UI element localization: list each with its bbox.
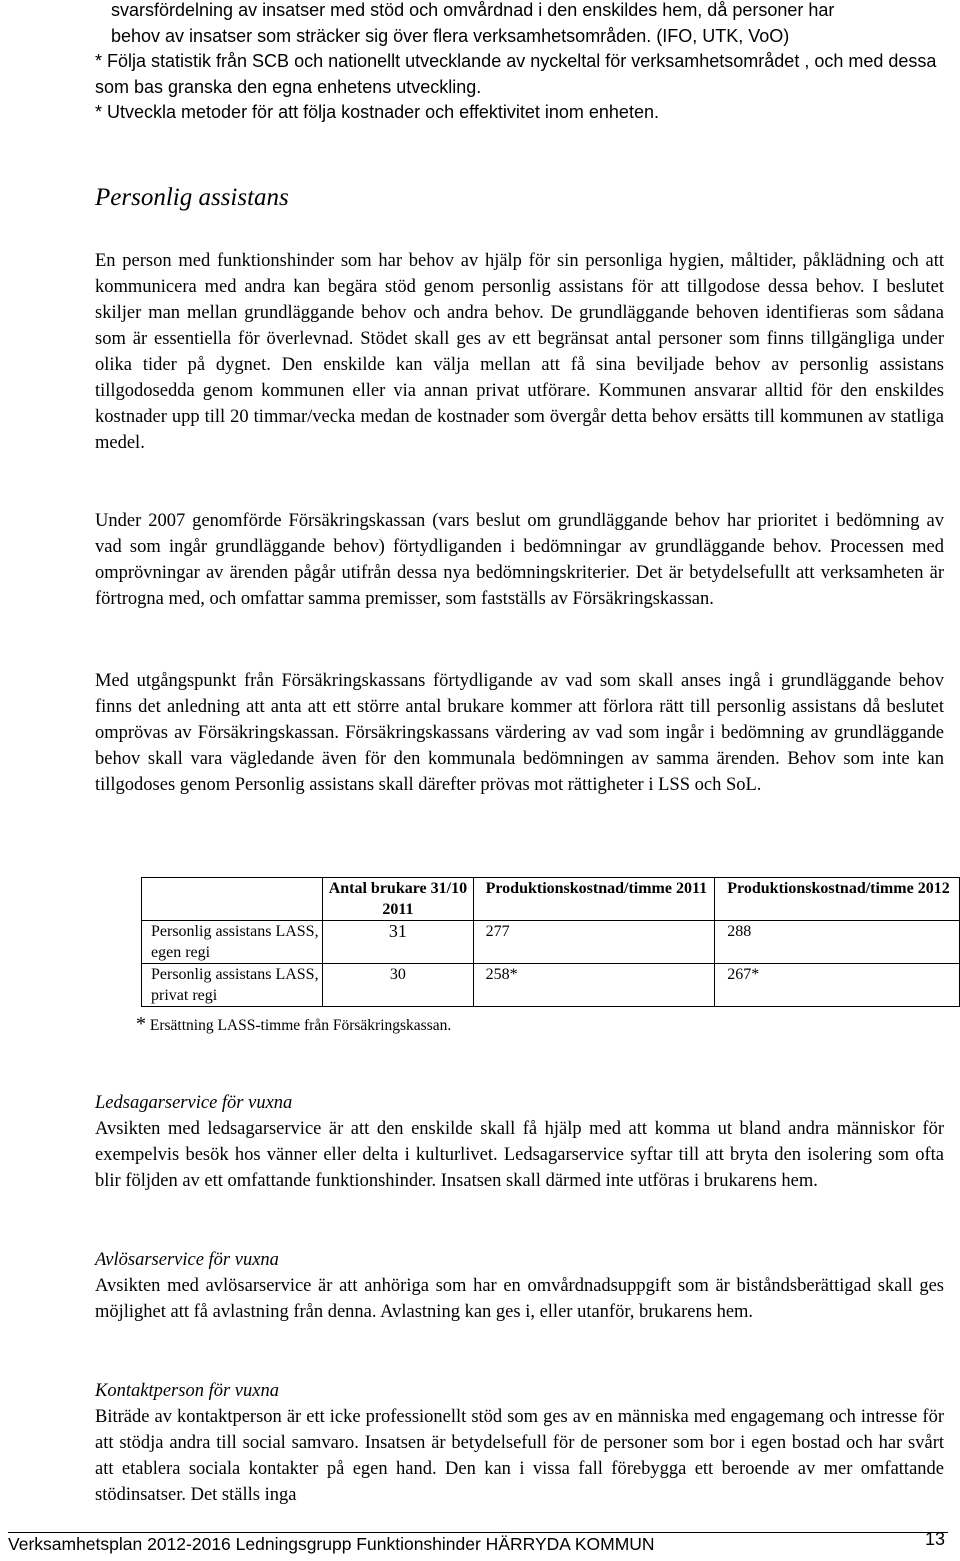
intro-bullet: * Följa statistik från SCB och nationellt utvecklande av nyckeltal för verksamhetsområdet , och med dessa som bas granska den egna enhetens utveckling. [95,51,937,97]
table-cell-cost-2011: 258* [473,964,715,1007]
table-row [142,964,960,1007]
paragraph-personlig-assistans: En person med funktionshinder som har behov av hjälp för sin personliga hygien, måltider, påklädning och att kommunicera med andra kan begära stöd genom personlig assistans för att tillgodose dessa behov. I beslutet skiljer man mellan grundläggande behov och andra behov. De grundläggande behoven identifieras som sådana som är essentiella för överlevnad. Stödet skall ges av ett begränsat antal personer som finns tillgängliga under olika tider på dygnet. Den enskilde kan välja mellan att få sina beviljade behov av personlig assistans tillgodosedda genom kommunen eller via annan privat utförare. Kommunen ansvarar alltid för den enskildes kostnader upp till 20 timmar/vecka medan de kostnader som övergår detta behov ersätts till kommunen av statliga medel. [95,251,944,453]
table-cell-cost-2012: 267* [715,964,960,1007]
paragraph-utgangspunkt: Med utgångspunkt från Försäkringskassans förtydligande av vad som skall anses ingå i grundläggande behov finns det anledning att anta att ett större antal brukare kommer att förlora rätt till personlig assistans då beslutet omprövas av Försäkringskassan. Försäkringskassans värdering av vad som ingår i bedömning av grundläggande behov skall vara vägledande även för den kommunala bedömningen av samma ärenden. Behov som inte kan tillgodoses genom Personlig assistans skall därefter prövas mot rättigheter i LSS och SoL. [95,671,944,795]
table-row [142,921,960,964]
subsection-title-ledsagarservice: Ledsagarservice för vuxna [95,1093,293,1113]
table-cell-cost-2012: 288 [715,921,960,964]
subsection-title-kontaktperson: Kontaktperson för vuxna [95,1381,279,1401]
intro-bullet: * Utveckla metoder för att följa kostnader och effektivitet inom enheten. [95,102,659,123]
table-cell-label: Personlig assistans LASS, egen regi [142,921,323,964]
table-header-antal: Antal brukare 31/10 2011 [323,878,473,921]
subsection-text-kontaktperson: Biträde av kontaktperson är ett icke professionellt stöd som ges av en människa med engagemang och intresse för att stödja andra till social samvaro. Insatsen är betydelsefull för de personer som bor i egen bostad och har svårt att etablera sociala kontakter på egen hand. Den kan i vissa fall förebygga ett beroende av mer omfattande stödinsatser. Det ställs inga [95,1407,944,1505]
table-header-empty [142,878,323,921]
paragraph-forsakringskassan-2007: Under 2007 genomförde Försäkringskassan (vars beslut om grundläggande behov har prioritet i bedömning av vad som ingår grundläggande behov) förtydliganden i bedömningar av grundläggande behov. Processen med omprövningar av ärenden pågår utifrån dessa nya bedömningskriterier. Det är betydelsefullt att verksamheten är förtrogna med, och omfattar samma premisser, som fastställs av Försäkringskassan. [95,511,944,609]
footnote-text: Ersättning LASS-timme från Försäkringskassan. [149,1017,452,1034]
table-cell-antal: 30 [323,964,473,1007]
table-cell-antal: 31 [323,921,473,964]
table-header-cost-2011: Produktionskostnad/timme 2011 [473,878,715,921]
table-cell-label: Personlig assistans LASS, privat regi [142,964,323,1007]
cost-table [141,877,960,1007]
subsection-title-avlosarservice: Avlösarservice för vuxna [95,1250,279,1270]
table-header-row [142,878,960,921]
table-header-cost-2012: Produktionskostnad/timme 2012 [715,878,960,921]
table-cell-cost-2011: 277 [473,921,715,964]
page-number: 13 [925,1529,946,1549]
footer-text: Verksamhetsplan 2012-2016 Ledningsgrupp Funktionshinder HÄRRYDA KOMMUN [8,1534,655,1554]
section-heading: Personlig assistans [95,184,289,211]
subsection-text-ledsagarservice: Avsikten med ledsagarservice är att den enskilde skall få hjälp med att komma ut bland andra människor för exempelvis besök hos vänner eller delta i kulturlivet. Ledsagarservice syftar till att bryta den isolering som ofta blir följden av ett omfattande funktionshinder. Insatsen skall därmed inte utföras i brukarens hem. [95,1119,944,1191]
intro-line: behov av insatser som sträcker sig över flera verksamhetsområden. (IFO, UTK, VoO) [111,25,790,46]
footnote-marker: * [136,1013,146,1035]
intro-line: svarsfördelning av insatser med stöd och omvårdnad i den enskildes hem, då personer har [111,0,835,20]
table-footnote [136,1013,451,1037]
intro-block [95,0,940,126]
subsection-text-avlosarservice: Avsikten med avlösarservice är att anhöriga som har en omvårdnadsuppgift som är biståndsberättigad skall ges möjlighet att få avlastning från denna. Avlastning kan ges i, eller utanför, brukarens hem. [95,1276,944,1322]
